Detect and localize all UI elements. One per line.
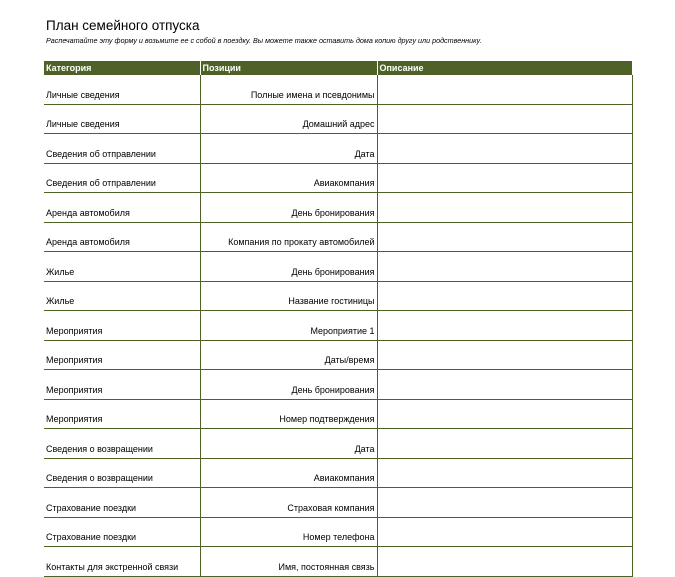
table-row [44, 134, 632, 164]
table-row [44, 488, 632, 518]
row-category: Аренда автомобиля [44, 193, 200, 223]
table-row [44, 547, 632, 577]
row-category: Мероприятия [44, 340, 200, 370]
row-item: Имя, постоянная связь [200, 547, 377, 577]
table-row [44, 340, 632, 370]
row-description-field[interactable] [377, 517, 632, 547]
row-category: Сведения об отправлении [44, 163, 200, 193]
vacation-plan-table [44, 61, 633, 577]
row-description-field[interactable] [377, 311, 632, 341]
row-item: Даты/время [200, 340, 377, 370]
table-row [44, 399, 632, 429]
table-row [44, 281, 632, 311]
table-row [44, 458, 632, 488]
row-category: Мероприятия [44, 311, 200, 341]
row-item: Страховая компания [200, 488, 377, 518]
row-category: Сведения о возвращении [44, 458, 200, 488]
row-description-field[interactable] [377, 163, 632, 193]
row-description-field[interactable] [377, 252, 632, 282]
table-row [44, 222, 632, 252]
header-description: Описание [377, 61, 632, 75]
row-description-field[interactable] [377, 429, 632, 459]
row-item: Полные имена и псевдонимы [200, 75, 377, 104]
table-row [44, 252, 632, 282]
row-description-field[interactable] [377, 340, 632, 370]
row-description-field[interactable] [377, 399, 632, 429]
row-category: Контакты для экстренной связи [44, 547, 200, 577]
row-category: Страхование поездки [44, 488, 200, 518]
document-title: План семейного отпуска [46, 18, 200, 33]
row-description-field[interactable] [377, 488, 632, 518]
row-category: Мероприятия [44, 399, 200, 429]
row-item: Дата [200, 429, 377, 459]
row-item: Название гостиницы [200, 281, 377, 311]
row-item: Мероприятие 1 [200, 311, 377, 341]
row-item: День бронирования [200, 370, 377, 400]
row-description-field[interactable] [377, 104, 632, 134]
row-category: Личные сведения [44, 104, 200, 134]
row-description-field[interactable] [377, 370, 632, 400]
table-row [44, 163, 632, 193]
row-description-field[interactable] [377, 458, 632, 488]
row-description-field[interactable] [377, 547, 632, 577]
table-row [44, 311, 632, 341]
header-items: Позиции [200, 61, 377, 75]
row-category: Страхование поездки [44, 517, 200, 547]
table-header-row [44, 61, 632, 75]
table-body [44, 75, 632, 576]
row-description-field[interactable] [377, 222, 632, 252]
row-category: Мероприятия [44, 370, 200, 400]
table-row [44, 193, 632, 223]
row-item: День бронирования [200, 193, 377, 223]
row-category: Жилье [44, 281, 200, 311]
document-subtitle: Распечатайте эту форму и возьмите ее с собой в поездку. Вы можете также оставить дома копию другу или родственнику. [46, 36, 482, 45]
table-row [44, 104, 632, 134]
row-item: Номер телефона [200, 517, 377, 547]
table-row [44, 75, 632, 104]
row-description-field[interactable] [377, 193, 632, 223]
table-row [44, 370, 632, 400]
row-description-field[interactable] [377, 281, 632, 311]
row-item: Номер подтверждения [200, 399, 377, 429]
header-category: Категория [44, 61, 200, 75]
row-item: Домашний адрес [200, 104, 377, 134]
row-item: Дата [200, 134, 377, 164]
row-category: Аренда автомобиля [44, 222, 200, 252]
row-category: Личные сведения [44, 75, 200, 104]
row-category: Сведения о возвращении [44, 429, 200, 459]
row-description-field[interactable] [377, 134, 632, 164]
row-item: День бронирования [200, 252, 377, 282]
row-category: Сведения об отправлении [44, 134, 200, 164]
row-category: Жилье [44, 252, 200, 282]
row-item: Компания по прокату автомобилей [200, 222, 377, 252]
table-row [44, 517, 632, 547]
row-item: Авиакомпания [200, 163, 377, 193]
row-description-field[interactable] [377, 75, 632, 104]
row-item: Авиакомпания [200, 458, 377, 488]
table-row [44, 429, 632, 459]
